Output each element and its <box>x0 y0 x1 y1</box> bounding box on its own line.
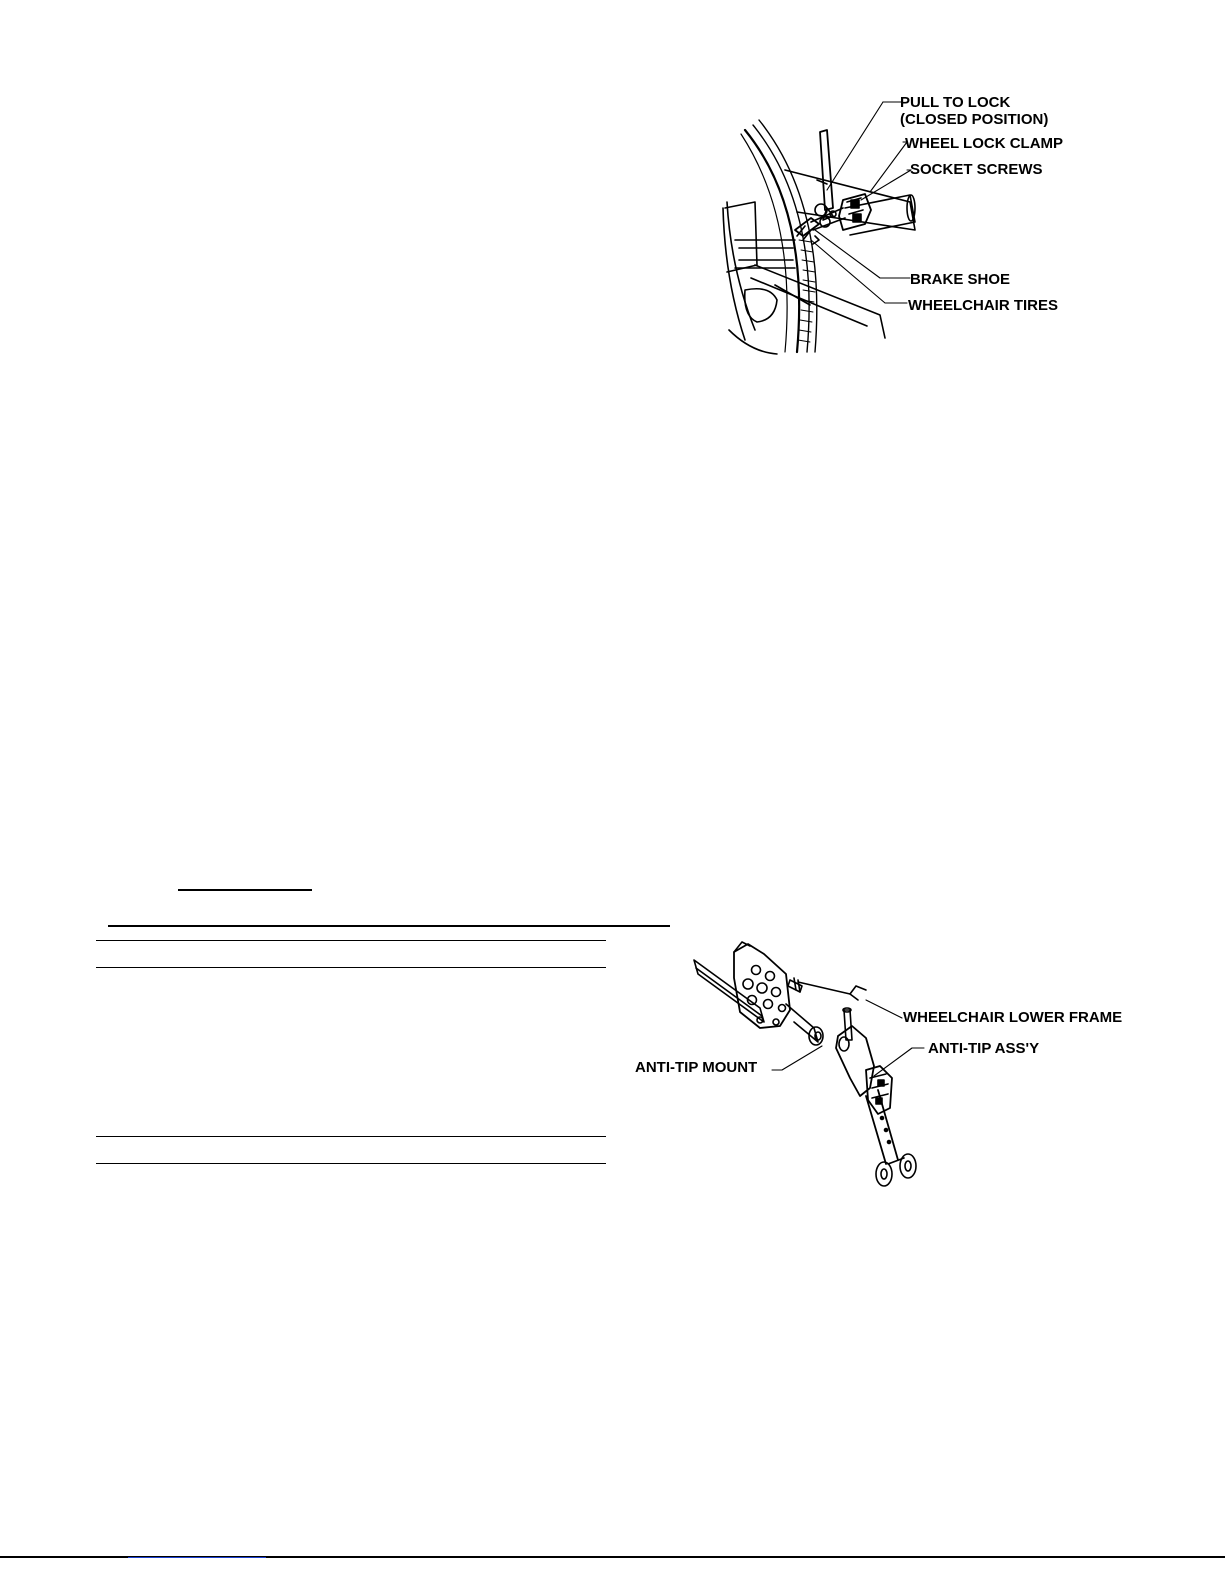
label-wheelchair-tires: WHEELCHAIR TIRES <box>908 297 1058 314</box>
label-anti-tip-assy: ANTI-TIP ASS'Y <box>928 1040 1040 1057</box>
label-pull-to-lock-line2: (CLOSED POSITION) <box>900 111 1049 128</box>
label-brake-shoe: BRAKE SHOE <box>910 271 1011 288</box>
table-rule-2 <box>96 967 606 968</box>
table-rule-1 <box>96 940 606 941</box>
heading-underline-long <box>108 925 670 927</box>
label-socket-screws: SOCKET SCREWS <box>910 161 1043 178</box>
label-wheel-lock-clamp: WHEEL LOCK CLAMP <box>905 135 1064 152</box>
table-rule-4 <box>96 1163 606 1164</box>
label-anti-tip-mount: ANTI-TIP MOUNT <box>635 1059 758 1076</box>
label-pull-to-lock-line1: PULL TO LOCK <box>900 94 1011 111</box>
label-pull-to-lock <box>900 94 1048 128</box>
heading-underline-short <box>178 889 312 891</box>
footer-link-underline[interactable] <box>128 1557 266 1558</box>
table-rule-3 <box>96 1136 606 1137</box>
wheel-lock-illustration <box>715 90 1095 355</box>
label-wheelchair-lower-frame: WHEELCHAIR LOWER FRAME <box>903 1009 1123 1026</box>
